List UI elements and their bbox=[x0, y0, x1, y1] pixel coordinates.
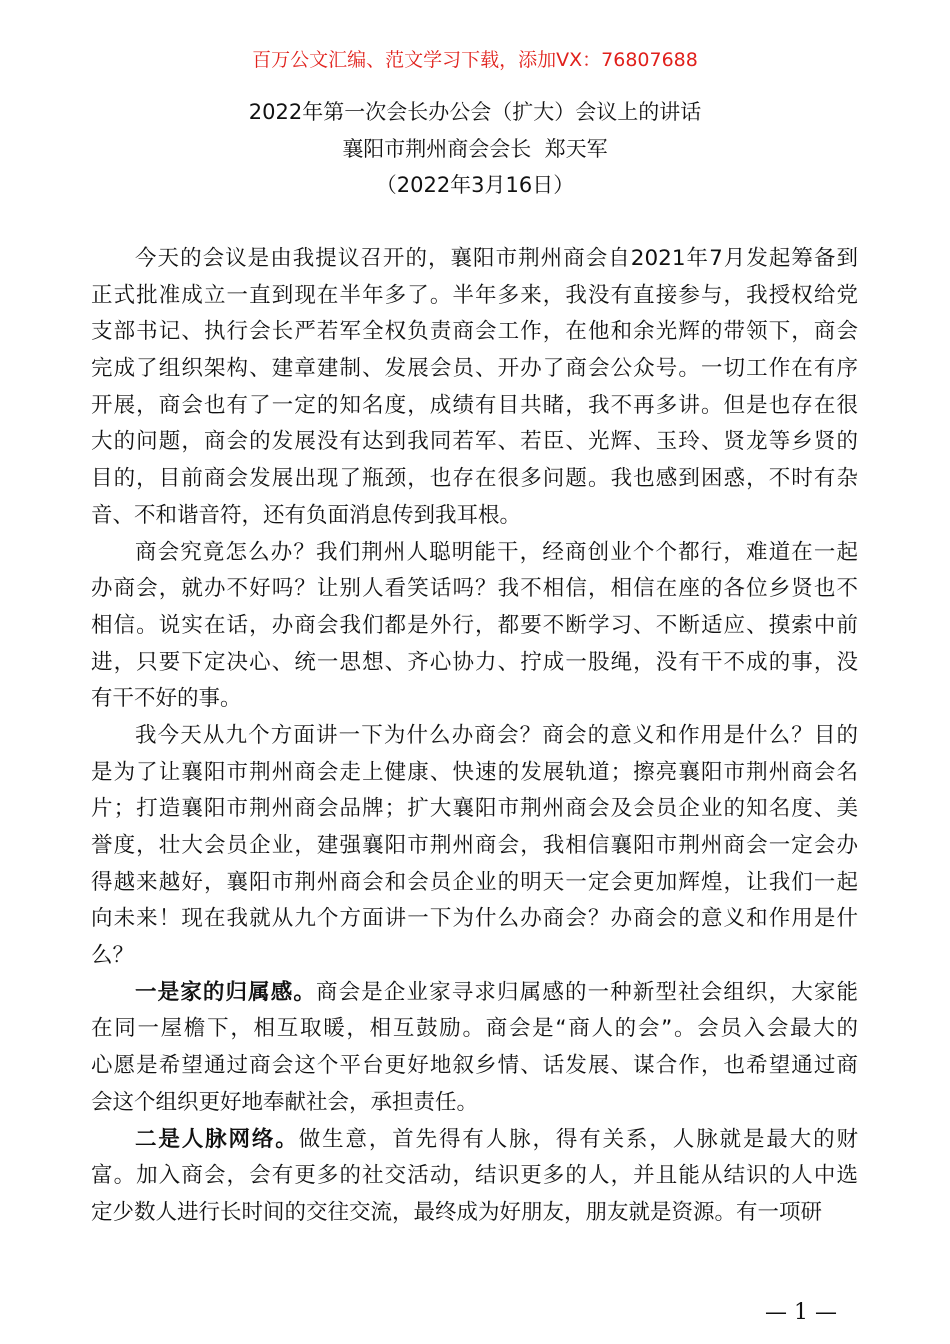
paragraph bbox=[91, 535, 858, 718]
text-line bbox=[91, 975, 858, 1012]
text-line bbox=[91, 608, 858, 645]
text-line bbox=[91, 498, 858, 535]
text-line bbox=[91, 278, 858, 315]
line-text: 心愿是希望通过商会这个平台更好地叙乡情、话发展、谋合作，也希望通过商 bbox=[91, 1053, 858, 1079]
paragraph bbox=[91, 241, 858, 535]
text-line bbox=[91, 241, 858, 278]
text-line bbox=[91, 755, 858, 792]
text-line bbox=[91, 1011, 858, 1048]
line-text: 向未来！现在我就从九个方面讲一下为什么办商会？办商会的意义和作用是什 bbox=[91, 906, 858, 932]
text-line bbox=[91, 314, 858, 351]
page-number: — 1 — bbox=[765, 1300, 837, 1325]
text-line bbox=[91, 351, 858, 388]
text-line bbox=[91, 388, 858, 425]
line-text: 做生意，首先得有人脉，得有关系，人脉就是最大的财 bbox=[298, 1126, 858, 1152]
line-text: 誉度，壮大会员企业，建强襄阳市荆州商会，我相信襄阳市荆州商会一定会办 bbox=[91, 833, 858, 858]
speech-date: （2022年3月16日） bbox=[375, 173, 575, 197]
text-line bbox=[91, 1085, 858, 1122]
speaker-line: 襄阳市荆州商会会长 郑天军 bbox=[342, 137, 608, 161]
text-line bbox=[91, 1122, 858, 1159]
line-text: 么？ bbox=[91, 943, 135, 969]
paragraph bbox=[91, 975, 858, 1122]
text-line bbox=[91, 424, 858, 461]
document-title: 2022年第一次会长办公会（扩大）会议上的讲话 bbox=[248, 100, 702, 124]
paragraph bbox=[91, 1122, 858, 1232]
text-line bbox=[91, 461, 858, 498]
line-text: 办商会，就办不好吗？让别人看笑话吗？我不相信，相信在座的各位乡贤也不 bbox=[91, 576, 858, 602]
line-text: 正式批准成立一直到现在半年多了。半年多来，我没有直接参与，我授权给党 bbox=[91, 282, 858, 308]
section-heading: 一是家的归属感。 bbox=[135, 979, 317, 1005]
text-line bbox=[91, 1048, 858, 1085]
text-line bbox=[91, 718, 858, 755]
line-text: 音、不和谐音符，还有负面消息传到我耳根。 bbox=[91, 502, 522, 528]
text-line bbox=[91, 1158, 858, 1195]
text-line bbox=[91, 571, 858, 608]
text-line bbox=[91, 938, 858, 975]
text-line bbox=[91, 1195, 858, 1232]
text-line bbox=[91, 901, 858, 938]
line-text: 得越来越好，襄阳市荆州商会和会员企业的明天一定会更加辉煌，让我们一起 bbox=[91, 869, 858, 895]
line-text: 开展，商会也有了一定的知名度，成绩有目共睹，我不再多讲。但是也存在很 bbox=[91, 392, 858, 418]
text-line bbox=[91, 535, 858, 572]
section-heading: 二是人脉网络。 bbox=[135, 1126, 299, 1152]
line-text: 是为了让襄阳市荆州商会走上健康、快速的发展轨道；擦亮襄阳市荆州商会名 bbox=[91, 759, 858, 785]
text-line bbox=[91, 645, 858, 682]
line-text: 商会是企业家寻求归属感的一种新型社会组织，大家能 bbox=[316, 979, 858, 1005]
line-text: 定少数人进行长时间的交往交流，最终成为好朋友，朋友就是资源。有一项研 bbox=[91, 1199, 823, 1225]
line-text: 今天的会议是由我提议召开的，襄阳市荆州商会自2021年7月发起筹备到 bbox=[135, 246, 858, 271]
watermark-banner: 百万公文汇编、范文学习下载，添加VX：76807688 bbox=[252, 49, 698, 71]
line-text: 有干不好的事。 bbox=[91, 686, 242, 712]
line-text: 完成了组织架构、建章建制、发展会员、开办了商会公众号。一切工作在有序 bbox=[91, 356, 858, 382]
text-line bbox=[91, 681, 858, 718]
line-text: 商会究竟怎么办？我们荆州人聪明能干，经商创业个个都行，难道在一起 bbox=[135, 539, 858, 565]
line-text: 在同一屋檐下，相互取暖，相互鼓励。商会是“商人的会”。会员入会最大的 bbox=[91, 1016, 858, 1042]
line-text: 大的问题，商会的发展没有达到我同若军、若臣、光辉、玉玲、贤龙等乡贤的 bbox=[91, 429, 858, 455]
text-line bbox=[91, 791, 858, 828]
line-text: 片；打造襄阳市荆州商会品牌；扩大襄阳市荆州商会及会员企业的知名度、美 bbox=[91, 796, 858, 822]
line-text: 会这个组织更好地奉献社会，承担责任。 bbox=[91, 1089, 479, 1115]
line-text: 我今天从九个方面讲一下为什么办商会？商会的意义和作用是什么？目的 bbox=[135, 722, 858, 748]
line-text: 相信。说实在话，办商会我们都是外行，都要不断学习、不断适应、摸索中前 bbox=[91, 612, 858, 638]
text-line bbox=[91, 865, 858, 902]
line-text: 支部书记、执行会长严若军全权负责商会工作，在他和余光辉的带领下，商会 bbox=[91, 319, 858, 345]
document-body bbox=[91, 241, 858, 1232]
text-line bbox=[91, 828, 858, 865]
line-text: 富。加入商会，会有更多的社交活动，结识更多的人，并且能从结识的人中选 bbox=[91, 1163, 858, 1189]
paragraph bbox=[91, 718, 858, 975]
line-text: 进，只要下定决心、统一思想、齐心协力、拧成一股绳，没有干不成的事，没 bbox=[91, 649, 858, 675]
line-text: 目的，目前商会发展出现了瓶颈，也存在很多问题。我也感到困惑，不时有杂 bbox=[91, 466, 858, 492]
